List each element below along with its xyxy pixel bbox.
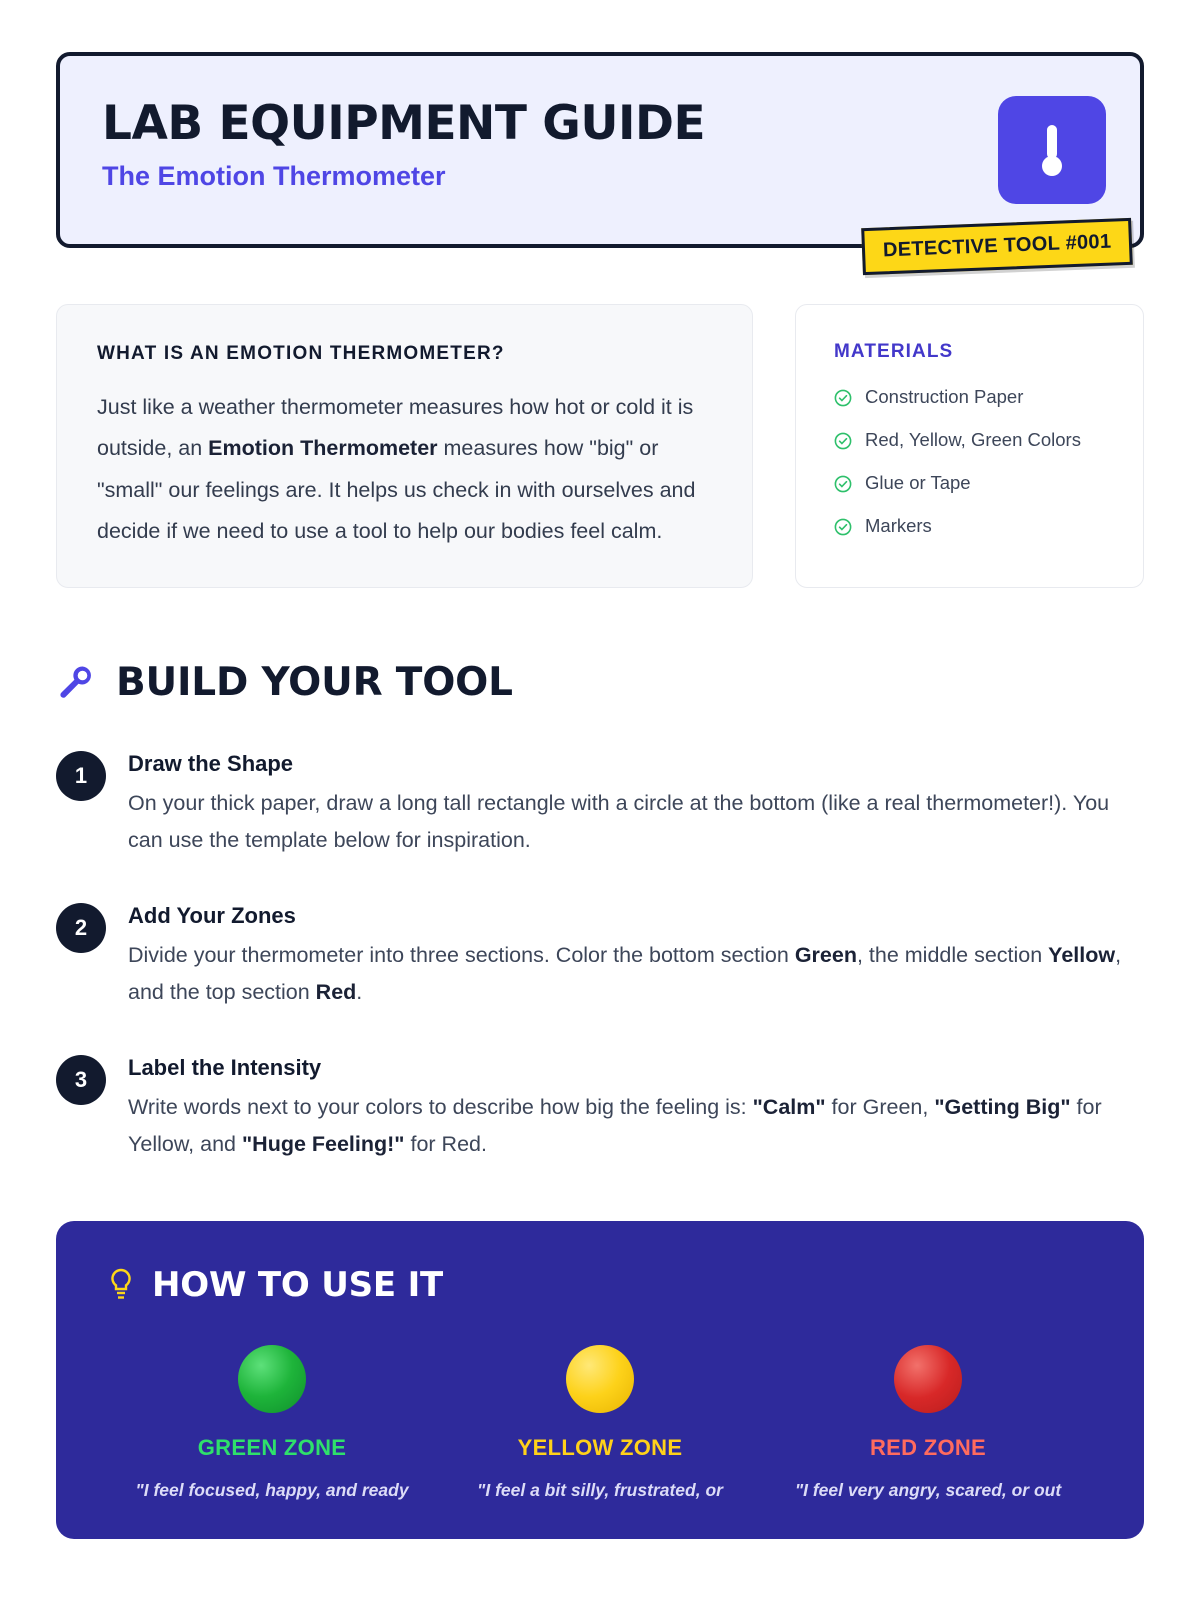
material-label: Markers: [865, 514, 932, 536]
page-subtitle: The Emotion Thermometer: [102, 161, 446, 191]
build-section-header: [56, 660, 1144, 705]
document-header: [56, 52, 1144, 262]
materials-card: [795, 304, 1144, 588]
about-bold-term: Emotion Thermometer: [208, 436, 438, 461]
material-label: Construction Paper: [865, 386, 1024, 407]
step-item: [56, 1053, 1144, 1163]
material-label: Glue or Tape: [865, 471, 971, 493]
howto-heading: HOW TO USE IT: [152, 1264, 444, 1305]
step-title: Label the Intensity: [128, 1054, 322, 1080]
zone-quote: "I feel focused, happy, and ready: [135, 1479, 409, 1500]
step-title: Add Your Zones: [128, 902, 296, 928]
step-item: [56, 901, 1144, 1011]
red-dot-icon: [894, 1345, 962, 1413]
material-label: Red, Yellow, Green Colors: [865, 428, 1081, 450]
zone-quote: "I feel very angry, scared, or out: [794, 1479, 1062, 1500]
step-number: 2: [56, 903, 106, 953]
list-item: [834, 428, 1113, 453]
status-badge: DETECTIVE TOOL #001: [861, 218, 1133, 275]
build-heading: BUILD YOUR TOOL: [116, 659, 513, 705]
zone-yellow: [436, 1345, 764, 1503]
step-text: Divide your thermometer into three sections. Color the bottom section Green, the middle section Yellow, and the top section Red.: [128, 942, 1122, 1004]
step-text: On your thick paper, draw a long tall rectangle with a circle at the bottom (like a real thermometer!). You can use the template below for inspiration.: [128, 790, 1110, 852]
step-number: 3: [56, 1055, 106, 1105]
about-heading: WHAT IS AN EMOTION THERMOMETER?: [97, 343, 505, 364]
step-number: 1: [56, 751, 106, 801]
zone-row: [108, 1345, 1092, 1503]
check-circle-icon: [834, 475, 852, 493]
check-circle-icon: [834, 518, 852, 536]
info-row: [56, 304, 1144, 588]
materials-heading: MATERIALS: [834, 341, 954, 362]
lightbulb-icon: [108, 1268, 134, 1302]
list-item: [834, 514, 1113, 539]
step-text: Write words next to your colors to describe how big the feeling is: "Calm" for Green, "Getting Big" for Yellow, and "Huge Feeling!" for Red.: [128, 1094, 1102, 1156]
wrench-icon: [56, 662, 96, 702]
thermometer-icon: [998, 96, 1106, 204]
yellow-dot-icon: [566, 1345, 634, 1413]
zone-title: GREEN ZONE: [197, 1434, 347, 1460]
list-item: [834, 471, 1113, 496]
zone-red: [764, 1345, 1092, 1503]
about-body: Just like a weather thermometer measures how hot or cold it is outside, an Emotion Thermometer measures how "big" or "small" our feelings are. It helps us check in with ourselves and decide if we need to use a tool to help our bodies feel calm.: [97, 395, 696, 543]
page-title: LAB EQUIPMENT GUIDE: [102, 96, 706, 151]
list-item: [834, 385, 1113, 410]
step-item: [56, 749, 1144, 859]
howto-panel: [56, 1221, 1144, 1539]
check-circle-icon: [834, 432, 852, 450]
green-dot-icon: [238, 1345, 306, 1413]
step-title: Draw the Shape: [128, 750, 294, 776]
check-circle-icon: [834, 389, 852, 407]
zone-green: [108, 1345, 436, 1503]
howto-header: [108, 1265, 1092, 1305]
zone-title: RED ZONE: [869, 1434, 987, 1460]
zone-quote: "I feel a bit silly, frustrated, or: [477, 1479, 723, 1500]
about-card: [56, 304, 753, 588]
zone-title: YELLOW ZONE: [517, 1434, 683, 1460]
